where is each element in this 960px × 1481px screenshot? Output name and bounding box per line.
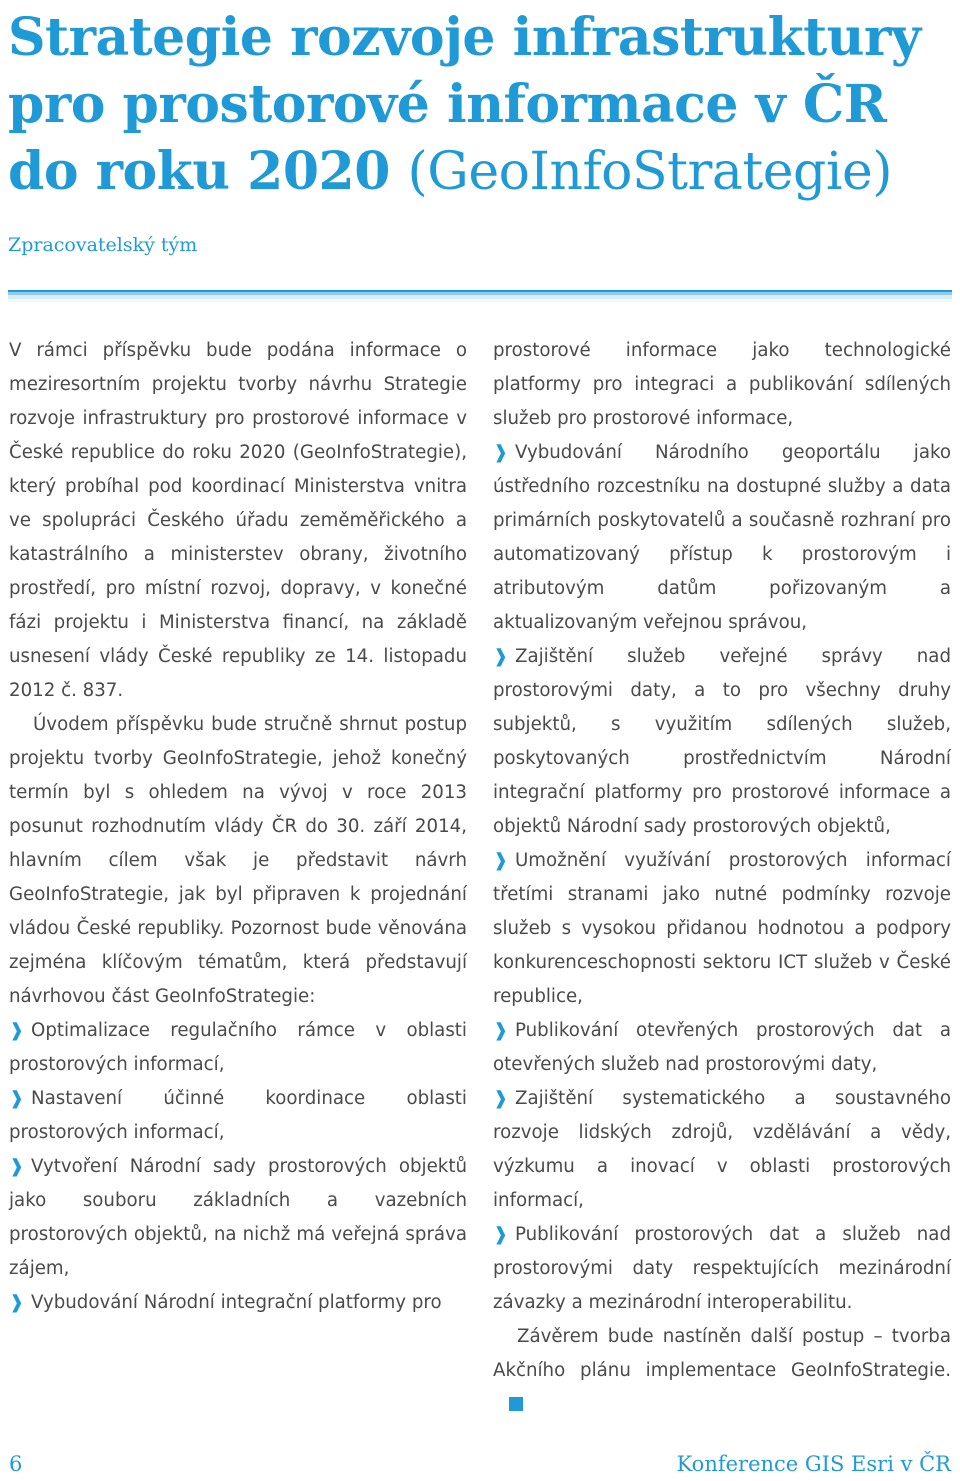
conclusion-paragraph [493, 1320, 951, 1422]
summary-paragraph: Úvodem příspěvku bude stručně shrnut postup projektu tvorby GeoInfoStrategie, jehož konečný termín byl s ohledem na vývoj v roce 2013 posunut rozhodnutím vlády ČR do 30. září 2014, hlavním cílem však je představit návrh GeoInfoStrategie, jak byl připraven k projednání vládou České republiky. Pozornost bude věnována zejména klíčovým tématům, která představují návrhovou část GeoInfoStrategie: [9, 714, 467, 1007]
bullet-item [9, 1014, 467, 1082]
header-divider [8, 290, 952, 302]
bullet-text: Zajištění systematického a soustavného rozvoje lidských zdrojů, vzdělávání a vědy, výzkumu a inovací v oblasti prostorových informací, [493, 1088, 951, 1211]
title-line-3-bold: do roku 2020 [8, 141, 408, 202]
bullet-text: Nastavení účinné koordinace oblasti prostorových informací, [9, 1088, 467, 1143]
bullet-arrow-icon: ❱ [9, 1292, 25, 1313]
bullet-text: Vybudování Národního geoportálu jako ústředního rozcestníku na dostupné služby a data primárních poskytovatelů a současně rozhraní pro automatizovaný přístup k prostorovým i atributovým datům pořizovaným a aktualizovaným veřejnou správou, [493, 442, 951, 633]
bullet-item [493, 1014, 951, 1082]
article-title [8, 4, 948, 206]
page-number: 6 [9, 1452, 23, 1476]
bullet-item [9, 1286, 467, 1320]
bullet-item [9, 1150, 467, 1286]
conference-name: Konference GIS Esri v ČR [676, 1452, 951, 1476]
title-line-2: pro prostorové informace v ČR [8, 74, 887, 135]
bullet-arrow-icon: ❱ [493, 646, 509, 667]
right-column [493, 334, 951, 1422]
intro-paragraph: V rámci příspěvku bude podána informace o meziresortním projektu tvorby návrhu Strategie rozvoje infrastruktury pro prostorové informace v České republice do roku 2020 (GeoInfoStrategie), který probíhal pod koordinací Ministerstva vnitra ve spolupráci Českého úřadu zeměměřického a katastrálního a ministerstev obrany, životního prostředí, pro místní rozvoj, dopravy, v konečné fázi projektu i Ministerstva financí, na základě usnesení vlády České republiky ze 14. listopadu 2012 č. 837. [9, 340, 467, 701]
bullet-text: Publikování otevřených prostorových dat a otevřených služeb nad prostorovými daty, [493, 1020, 951, 1075]
bullet-continuation: prostorové informace jako technologické platformy pro integraci a publikování sdílených služeb pro prostorové informace, [493, 340, 951, 429]
bullet-arrow-icon: ❱ [9, 1156, 25, 1177]
title-line-1: Strategie rozvoje infrastruktury [8, 7, 921, 68]
bullet-text: Optimalizace regulačního rámce v oblasti prostorových informací, [9, 1020, 467, 1075]
left-column [9, 334, 467, 1320]
bullet-text: Umožnění využívání prostorových informací třetími stranami jako nutné podmínky rozvoje služeb s vysokou přidanou hodnotou a podpory konkurenceschopnosti sektoru ICT služeb v České republice, [493, 850, 951, 1007]
bullet-arrow-icon: ❱ [9, 1020, 25, 1041]
bullet-arrow-icon: ❱ [493, 850, 509, 871]
bullet-text: Publikování prostorových dat a služeb nad prostorovými daty respektujících mezinárodní závazky a mezinárodní interoperabilitu. [493, 1224, 951, 1313]
title-line-3-light: (GeoInfoStrategie) [407, 142, 893, 202]
bullet-arrow-icon: ❱ [493, 1088, 509, 1109]
bullet-item [493, 640, 951, 844]
bullet-arrow-icon: ❱ [493, 1020, 509, 1041]
conclusion-text: Závěrem bude nastíněn další postup – tvorba Akčního plánu implementace GeoInfoStrategie. [493, 1326, 951, 1381]
bullet-text: Vytvoření Národní sady prostorových objektů jako souboru základních a vazebních prostorových objektů, na nichž má veřejná správa zájem, [9, 1156, 467, 1279]
bullet-arrow-icon: ❱ [9, 1088, 25, 1109]
bullet-arrow-icon: ❱ [493, 1224, 509, 1245]
bullet-arrow-icon: ❱ [493, 442, 509, 463]
title-line-3 [8, 138, 948, 206]
bullet-item [9, 1082, 467, 1150]
bullet-item [493, 436, 951, 640]
bullet-text: Vybudování Národní integrační platformy pro [31, 1292, 442, 1313]
authors-subtitle: Zpracovatelský tým [8, 234, 198, 256]
end-square-icon [509, 1397, 523, 1411]
bullet-item [493, 844, 951, 1014]
bullet-text: Zajištění služeb veřejné správy nad prostorovými daty, a to pro všechny druhy subjektů, s využitím sdílených služeb, poskytovaných prostřednictvím Národní integrační platformy pro prostorové informace a objektů Národní sady prostorových objektů, [493, 646, 951, 837]
bullet-item [493, 1218, 951, 1320]
bullet-item [493, 1082, 951, 1218]
